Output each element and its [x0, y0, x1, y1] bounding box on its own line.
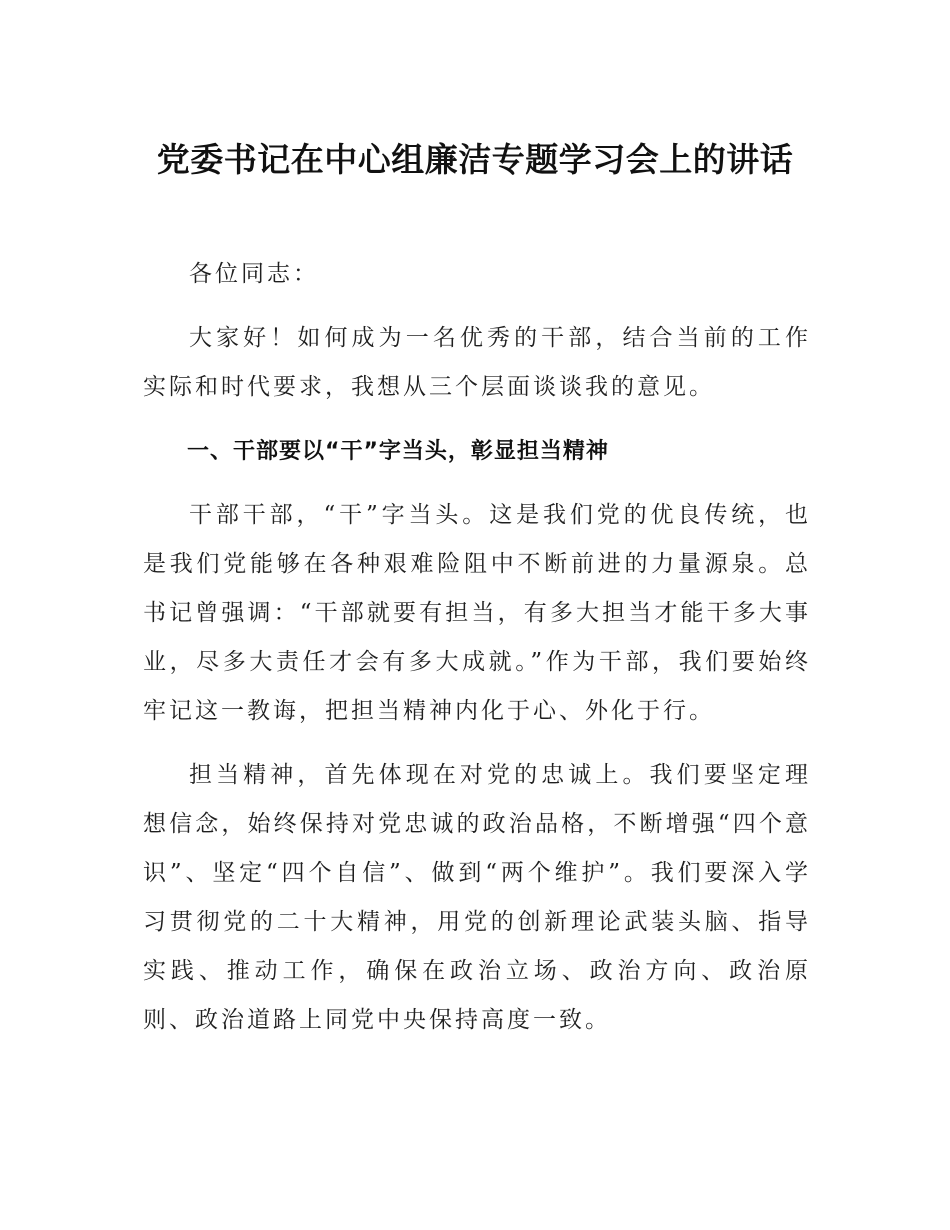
intro-paragraph: 大家好！如何成为一名优秀的干部，结合当前的工作实际和时代要求，我想从三个层面谈谈我的意见。: [143, 325, 811, 400]
salutation: 各位同志：: [189, 261, 319, 287]
body-paragraph: 干部干部，“干”字当头。这是我们党的优良传统，也是我们党能够在各种艰难险阻中不断前进的力量源泉。总书记曾强调：“干部就要有担当，有多大担当才能干多大事业，尽多大责任才会有多大成就。”作为干部，我们要始终牢记这一教诲，把担当精神内化于心、外化于行。: [143, 502, 811, 724]
document-title: 党委书记在中心组廉洁专题学习会上的讲话: [156, 140, 794, 180]
body-paragraph: 担当精神，首先体现在对党的忠诚上。我们要坚定理想信念，始终保持对党忠诚的政治品格，不断增强“四个意识”、坚定“四个自信”、做到“两个维护”。我们要深入学习贯彻党的二十大精神，用党的创新理论武装头脑、指导实践、推动工作，确保在政治立场、政治方向、政治原则、政治道路上同党中央保持高度一致。: [143, 762, 811, 1033]
section-heading: 一、干部要以“干”字当头，彰显担当精神: [187, 439, 609, 464]
document-body: [143, 250, 811, 1045]
